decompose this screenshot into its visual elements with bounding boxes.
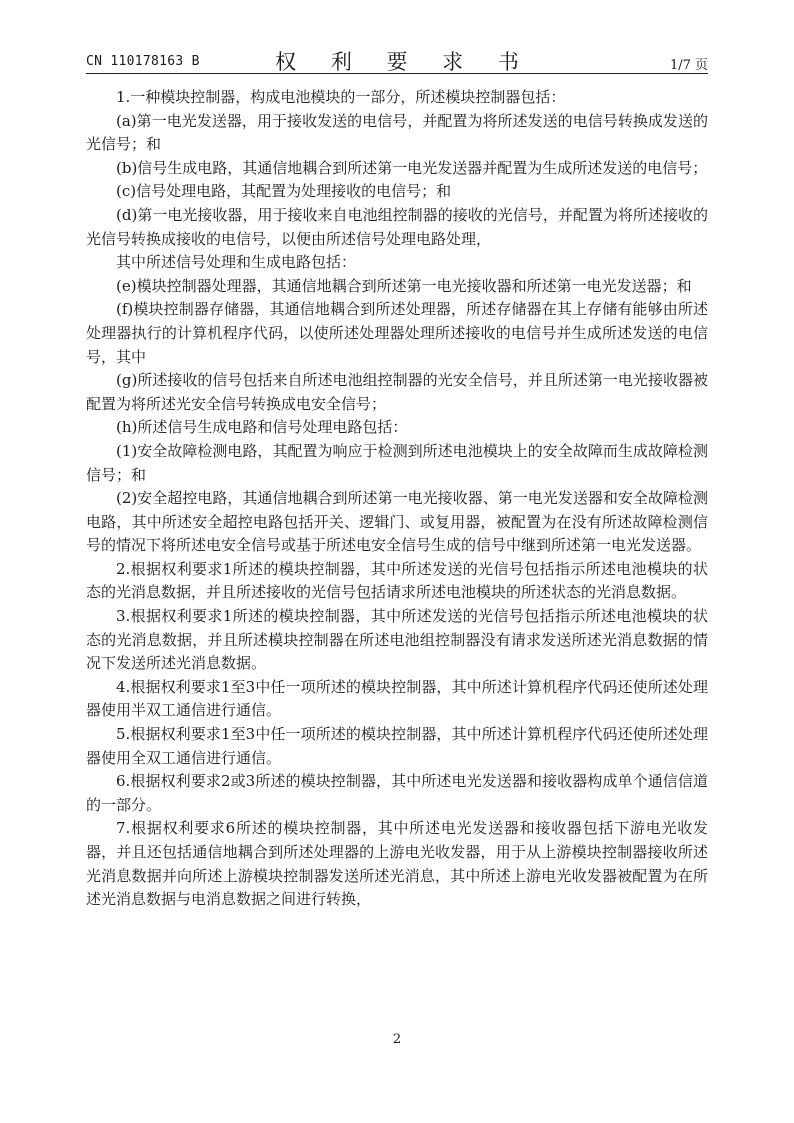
claim-paragraph: (b)信号生成电路，其通信地耦合到所述第一电光发送器并配置为生成所述发送的电信号； [116, 158, 708, 177]
page-of-total: 1/7 页 [669, 58, 708, 73]
claim-paragraph: (f)模块控制器存储器，其通信地耦合到所述处理器，所述存储器在其上存储有能够由所述处理器执行的计算机程序代码，以使所述处理器处理所述接收的电信号并生成所述发送的电信号，其中 [86, 300, 708, 366]
section-title: 权 利 要 求 书 [275, 50, 533, 74]
claim-paragraph: 其中所述信号处理和生成电路包括： [116, 253, 357, 272]
page-header [86, 44, 708, 74]
claim-paragraph: (1)安全故障检测电路，其配置为响应于检测到所述电池模块上的安全故障而生成故障检测信号；和 [86, 441, 708, 484]
page-number: 2 [392, 1032, 402, 1047]
claim-paragraph: 1.一种模块控制器，构成电池模块的一部分，所述模块控制器包括： [116, 88, 566, 106]
claim-paragraph: (2)安全超控电路，其通信地耦合到所述第一电光接收器、第一电光发送器和安全故障检测电路，其中所述安全超控电路包括开关、逻辑门、或复用器，被配置为在没有所述故障检测信号的情况下将所述电安全信号或基于所述电安全信号生成的信号中继到所述第一电光发送器。 [86, 489, 708, 555]
claim-paragraph: 4.根据权利要求1至3中任一项所述的模块控制器，其中所述计算机程序代码还使所述处理器使用半双工通信进行通信。 [86, 677, 708, 720]
claim-paragraph: (d)第一电光接收器，用于接收来自电池组控制器的接收的光信号，并配置为将所述接收的光信号转换成接收的电信号，以便由所述信号处理电路处理， [86, 205, 708, 248]
claim-paragraph: 5.根据权利要求1至3中任一项所述的模块控制器，其中所述计算机程序代码还使所述处理器使用全双工通信进行通信。 [86, 725, 708, 767]
claim-paragraph: (a)第一电光发送器，用于接收发送的电信号，并配置为将所述发送的电信号转换成发送的光信号；和 [86, 111, 708, 154]
claim-paragraph: 3.根据权利要求1所述的模块控制器，其中所述发送的光信号包括指示所述电池模块的状态的光消息数据，并且所述模块控制器在所述电池组控制器没有请求发送所述光消息数据的情况下发送所述光消息数据。 [86, 607, 708, 673]
claim-paragraph: (c)信号处理电路，其配置为处理接收的电信号；和 [116, 182, 452, 201]
claim-paragraph: (g)所述接收的信号包括来自所述电池组控制器的光安全信号，并且所述第一电光接收器被配置为将所述光安全信号转换成电安全信号； [86, 371, 708, 413]
claim-paragraph: 6.根据权利要求2或3所述的模块控制器，其中所述电光发送器和接收器构成单个通信信道的一部分。 [86, 772, 708, 814]
claims-body [86, 86, 708, 912]
claim-paragraph: 2.根据权利要求1所述的模块控制器，其中所述发送的光信号包括指示所述电池模块的状态的光消息数据，并且所述接收的光信号包括请求所述电池模块的所述状态的光消息数据。 [86, 559, 708, 602]
claim-paragraph: 7.根据权利要求6所述的模块控制器，其中所述电光发送器和接收器包括下游电光收发器，并且还包括通信地耦合到所述处理器的上游电光收发器，用于从上游模块控制器接收所述光消息数据并向所述上游模块控制器发送所述光消息，其中所述上游电光收发器被配置为在所述光消息数据与电消息数据之间进行转换， [86, 819, 708, 909]
patent-number: CN 110178163 B [86, 54, 200, 69]
header-rule [86, 73, 708, 74]
claim-paragraph: (e)模块控制器处理器，其通信地耦合到所述第一电光接收器和所述第一电光发送器；和 [116, 276, 692, 295]
claim-paragraph: (h)所述信号生成电路和信号处理电路包括： [116, 418, 408, 437]
